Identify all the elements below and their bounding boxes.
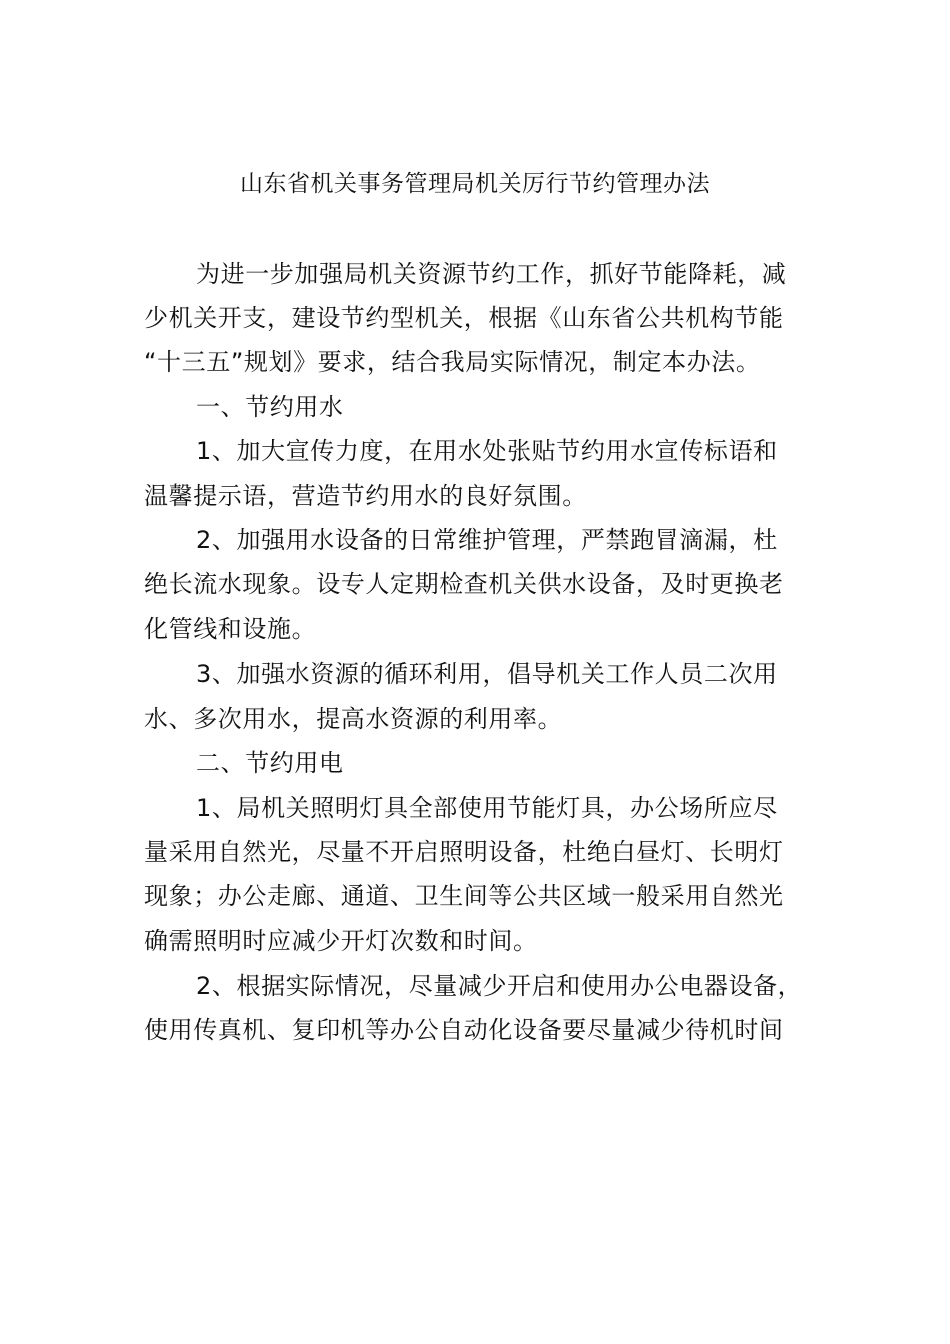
paragraph-line: 3、加强水资源的循环利用，倡导机关工作人员二次用	[196, 660, 778, 688]
paragraph-line: 化管线和设施。	[144, 615, 317, 643]
paragraph-line: 使用传真机、复印机等办公自动化设备要尽量减少待机时间	[144, 1016, 784, 1044]
paragraph-line: “十三五”规划》要求，结合我局实际情况，制定本办法。	[144, 348, 761, 376]
paragraph-line: 2、加强用水设备的日常维护管理，严禁跑冒滴漏，杜	[196, 526, 778, 554]
paragraph-line: 温馨提示语，营造节约用水的良好氛围。	[144, 482, 587, 510]
paragraph-line: 量采用自然光，尽量不开启照明设备，杜绝白昼灯、长明灯	[144, 838, 784, 866]
paragraph-line: 1、局机关照明灯具全部使用节能灯具，办公场所应尽	[196, 794, 778, 822]
paragraph-line: 水、多次用水，提高水资源的利用率。	[144, 705, 563, 733]
paragraph-line: 少机关开支，建设节约型机关，根据《山东省公共机构节能	[144, 304, 784, 332]
paragraph-line: 现象；办公走廊、通道、卫生间等公共区域一般采用自然光	[144, 882, 784, 910]
section-heading: 一、节约用水	[196, 393, 344, 421]
document-title: 山东省机关事务管理局机关厉行节约管理办法	[240, 171, 710, 197]
paragraph-line: 为进一步加强局机关资源节约工作，抓好节能降耗，减	[196, 260, 787, 288]
paragraph-line: 1、加大宣传力度，在用水处张贴节约用水宣传标语和	[196, 437, 778, 465]
section-heading: 二、节约用电	[196, 749, 344, 777]
paragraph-line: 绝长流水现象。设专人定期检查机关供水设备，及时更换老	[144, 570, 784, 598]
paragraph-line: 确需照明时应减少开灯次数和时间。	[144, 927, 538, 955]
paragraph-line: 2、根据实际情况，尽量减少开启和使用办公电器设备，	[196, 972, 803, 1000]
